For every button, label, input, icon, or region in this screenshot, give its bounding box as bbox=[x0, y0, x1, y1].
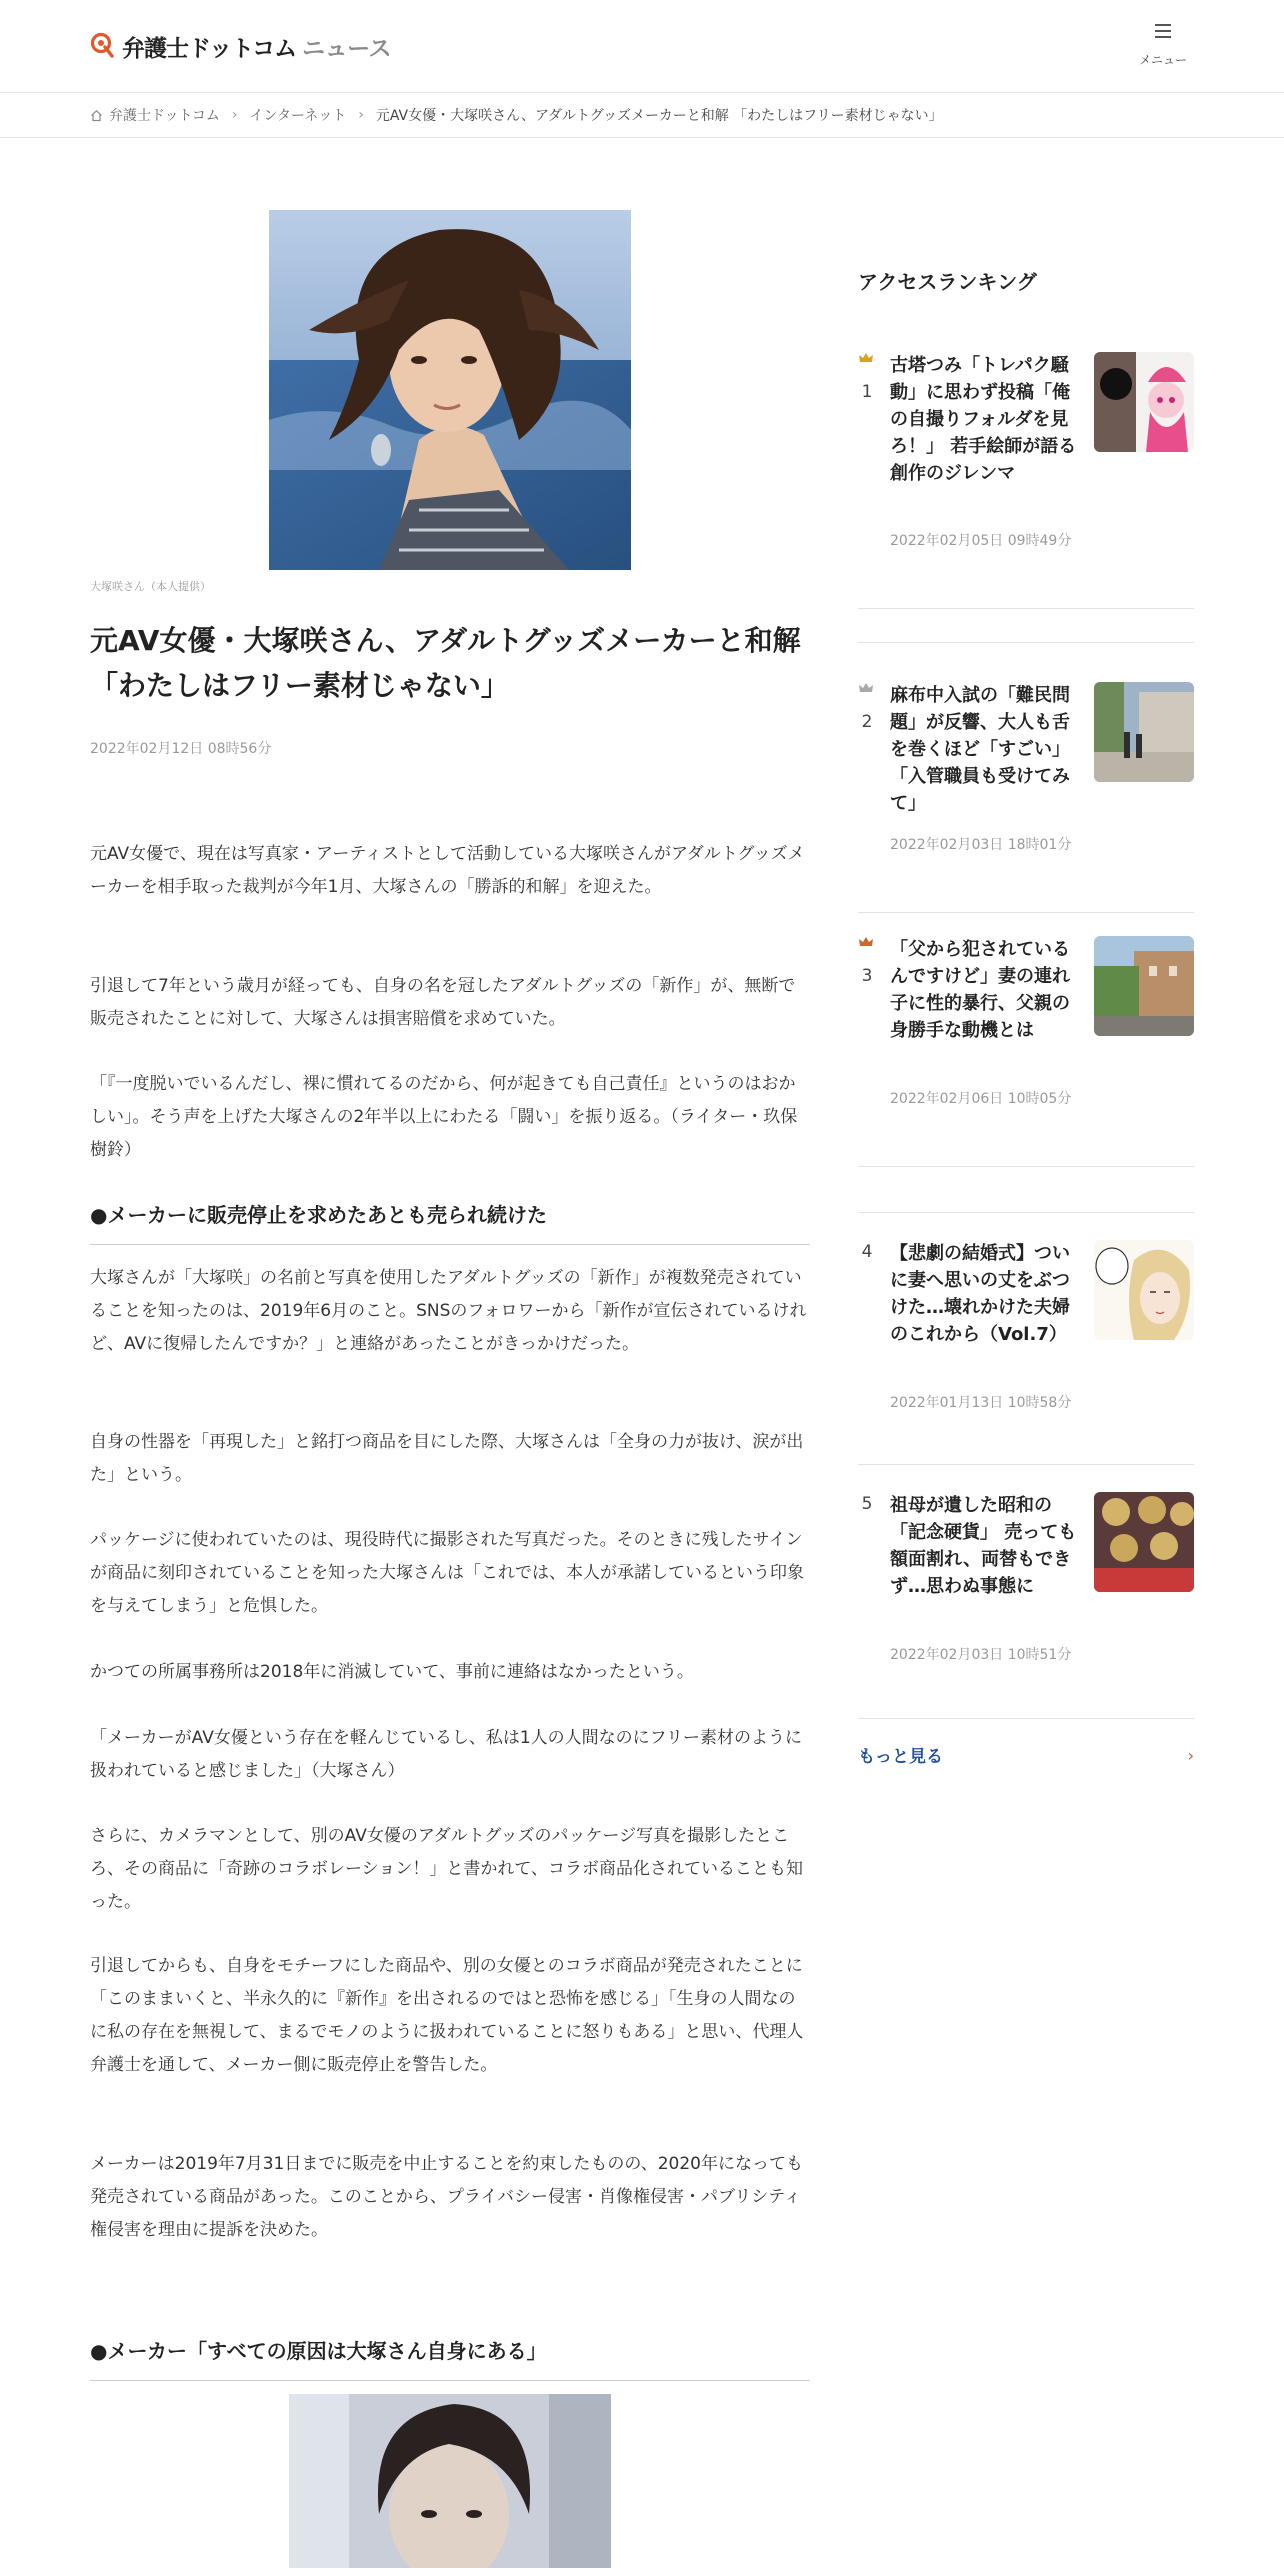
ranking-title: アクセスランキング bbox=[858, 270, 1037, 294]
logo-text: 弁護士ドットコム bbox=[122, 35, 297, 62]
ranking-item-time: 2022年01月13日 10時58分 bbox=[890, 1395, 1072, 1411]
article-paragraph: 「メーカーがAV女優という存在を軽んじているし、私は1人の人間なのにフリー素材のように扱われていると感じました」（大塚さん） bbox=[90, 1728, 802, 1781]
article-paragraph: かつての所属事務所は2018年に消滅していて、事前に連絡はなかったという。 bbox=[90, 1662, 694, 1682]
site-logo[interactable] bbox=[90, 30, 391, 62]
breadcrumb-home-link[interactable]: 弁護士ドットコム bbox=[109, 108, 220, 124]
ranking-more-link[interactable] bbox=[858, 1742, 1194, 1772]
ranking-item[interactable] bbox=[858, 1492, 1194, 1720]
article-date: 2022年02月12日 08時56分 bbox=[90, 741, 272, 757]
breadcrumb bbox=[0, 93, 1284, 138]
ranking-item-title[interactable]: 「父から犯されているんですけど」妻の連れ子に性的暴行、父親の身勝手な動機とは bbox=[890, 939, 1070, 1041]
chevron-right-icon: › bbox=[358, 107, 364, 123]
home-icon bbox=[90, 109, 103, 122]
ranking-thumbnail[interactable] bbox=[1094, 936, 1194, 1036]
article-paragraph: パッケージに使われていたのは、現役時代に撮影された写真だった。そのときに残したサインが商品に刻印されていることを知った大塚さんは「これでは、本人が承諾しているという印象を与えてしまう」と危惧した。 bbox=[90, 1530, 804, 1616]
article-second-image bbox=[289, 2394, 611, 2568]
article-main-image bbox=[269, 210, 631, 570]
article-paragraph: 引退してからも、自身をモチーフにした商品や、別の女優とのコラボ商品が発売されたことに「このままいくと、半永久的に『新作』を出されるのではと恐怖を感じる」「生身の人間なのに私の存在を無視して、まるでモノのように扱われていることに怒りもある」と思い、代理人弁護士を通して、メーカー側に販売停止を警告した。 bbox=[90, 1956, 804, 2075]
crown-icon bbox=[858, 936, 874, 947]
section-heading: ●メーカー「すべての原因は大塚さん自身にある」 bbox=[90, 2336, 810, 2381]
section-heading: ●メーカーに販売停止を求めたあとも売られ続けた bbox=[90, 1200, 810, 1245]
ranking-thumbnail[interactable] bbox=[1094, 1492, 1194, 1592]
ranking-item-time: 2022年02月03日 18時01分 bbox=[890, 837, 1072, 853]
chevron-right-icon: › bbox=[1187, 1746, 1194, 1765]
hamburger-icon bbox=[1155, 24, 1171, 37]
article-paragraph: 元AV女優で、現在は写真家・アーティストとして活動している大塚咲さんがアダルトグッズメーカーを相手取った裁判が今年1月、大塚さんの「勝訴的和解」を迎えた。 bbox=[90, 844, 805, 897]
ranking-more-label: もっと見る bbox=[858, 1747, 943, 1767]
crown-icon bbox=[858, 682, 874, 693]
ranking-item-title[interactable]: 【悲劇の結婚式】ついに妻へ思いの丈をぶつけた…壊れかけた夫婦のこれから（Vol.7） bbox=[890, 1243, 1070, 1345]
ranking-item-title[interactable]: 麻布中入試の「難民問題」が反響、大人も舌を巻くほど「すごい」「入管職員も受けてみて」 bbox=[890, 685, 1070, 814]
chevron-right-icon: › bbox=[231, 107, 238, 123]
ranking-item[interactable] bbox=[858, 352, 1194, 610]
article-paragraph: 引退して7年という歳月が経っても、自身の名を冠したアダルトグッズの「新作」が、無断で販売されたことに対して、大塚さんは損害賠償を求めていた。 bbox=[90, 976, 796, 1029]
rank-number: 1 bbox=[861, 382, 873, 402]
rank-number: 2 bbox=[861, 712, 873, 732]
breadcrumb-current: 元AV女優・大塚咲さん、アダルトグッズメーカーと和解 「わたしはフリー素材じゃない」 bbox=[375, 108, 943, 124]
ranking-thumbnail[interactable] bbox=[1094, 682, 1194, 782]
ranking-thumbnail[interactable] bbox=[1094, 352, 1194, 452]
article-title: 元AV女優・大塚咲さん、アダルトグッズメーカーと和解 「わたしはフリー素材じゃない」 bbox=[90, 624, 801, 702]
ranking-item-time: 2022年02月03日 10時51分 bbox=[890, 1647, 1072, 1663]
ranking-thumbnail[interactable] bbox=[1094, 1240, 1194, 1340]
ranking-item[interactable] bbox=[858, 936, 1194, 1168]
image-caption: 大塚咲さん（本人提供） bbox=[90, 580, 211, 593]
rank-number: 5 bbox=[861, 1494, 873, 1514]
menu-button[interactable] bbox=[1126, 22, 1200, 72]
ranking-item-title[interactable]: 古塔つみ「トレパク騒動」に思わず投稿「俺の自撮りフォルダを見ろ！」 若手絵師が語る創作のジレンマ bbox=[890, 355, 1077, 484]
crown-icon bbox=[858, 352, 874, 363]
rank-number: 3 bbox=[861, 966, 873, 986]
article-paragraph: さらに、カメラマンとして、別のAV女優のアダルトグッズのパッケージ写真を撮影したところ、その商品に「奇跡のコラボレーション！」と書かれて、コラボ商品化されていることも知った。 bbox=[90, 1826, 803, 1912]
article-paragraph: 大塚さんが「大塚咲」の名前と写真を使用したアダルトグッズの「新作」が複数発売されていることを知ったのは、2019年6月のこと。SNSのフォロワーから「新作が宣伝されているけれど、AVに復帰したんですか？」と連絡があったことがきっかけだった。 bbox=[90, 1268, 807, 1354]
ranking-item-title[interactable]: 祖母が遺した昭和の「記念硬貨」 売っても額面割れ、両替もできず…思わぬ事態に bbox=[890, 1495, 1077, 1597]
article-paragraph: メーカーは2019年7月31日までに販売を中止することを約束したものの、2020年になっても発売されている商品があった。このことから、プライバシー侵害・肖像権侵害・パブリシティ権侵害を理由に提訴を決めた。 bbox=[90, 2154, 803, 2240]
breadcrumb-category-link[interactable]: インターネット bbox=[249, 108, 347, 124]
logo-mark-icon bbox=[90, 32, 116, 60]
menu-label: メニュー bbox=[1138, 53, 1187, 67]
ranking-item[interactable] bbox=[858, 1240, 1194, 1466]
logo-news-text: ニュース bbox=[302, 35, 392, 62]
article-paragraph: 自身の性器を「再現した」と銘打つ商品を目にした際、大塚さんは「全身の力が抜け、涙が出た」という。 bbox=[90, 1432, 804, 1485]
ranking-item[interactable] bbox=[858, 682, 1194, 914]
ranking-item-time: 2022年02月06日 10時05分 bbox=[890, 1091, 1072, 1107]
article-paragraph: 「『一度脱いでいるんだし、裸に慣れてるのだから、何が起きても自己責任』というのはおかしい」。そう声を上げた大塚さんの2年半以上にわたる「闘い」を振り返る。（ライター・玖保樹鈴） bbox=[90, 1074, 798, 1160]
site-header bbox=[0, 0, 1284, 93]
ranking-item-time: 2022年02月05日 09時49分 bbox=[890, 533, 1072, 549]
rank-number: 4 bbox=[861, 1242, 873, 1262]
